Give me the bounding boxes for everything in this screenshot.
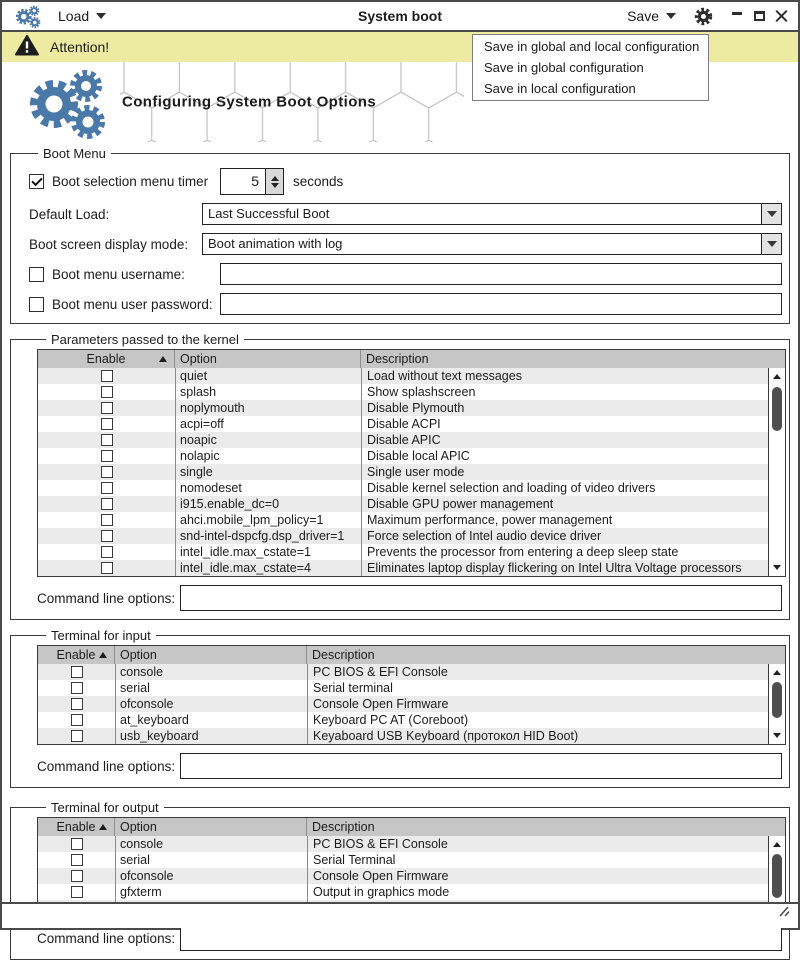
boot-menu-legend: Boot Menu	[43, 146, 106, 161]
terminal-input-table	[37, 645, 786, 745]
row-description: Console Open Firmware	[307, 696, 785, 712]
row-enable-checkbox[interactable]	[71, 730, 83, 742]
row-description: Single user mode	[361, 464, 785, 480]
cmdline-label: Command line options:	[37, 758, 176, 774]
row-option: single	[175, 464, 361, 480]
display-mode-value: Boot animation with log	[208, 236, 343, 251]
window-title: System boot	[357, 8, 442, 24]
password-labelbox	[29, 297, 220, 312]
row-option: usb_keyboard	[115, 728, 307, 744]
terminal-input-section	[10, 628, 790, 788]
row-option: gfxterm	[115, 884, 307, 900]
enable-cell	[38, 464, 175, 480]
menu-item-save-global-and-local[interactable]: Save in global and local configuration	[484, 39, 700, 54]
kernel-params-table	[37, 349, 786, 577]
row-enable-checkbox[interactable]	[71, 870, 83, 882]
table-row[interactable]	[38, 696, 785, 712]
row-description: Disable ACPI	[361, 416, 785, 432]
table-row[interactable]	[38, 448, 785, 464]
column-label: Enable	[86, 352, 126, 366]
row-option: nomodeset	[175, 480, 361, 496]
table-header	[38, 350, 785, 368]
dropdown-arrow-button[interactable]	[761, 234, 781, 254]
terminal-output-cmdline-input[interactable]	[180, 925, 782, 951]
kernel-cmdline-input[interactable]	[180, 585, 782, 611]
terminal-output-section	[10, 800, 790, 960]
table-header	[38, 646, 785, 664]
row-enable-checkbox[interactable]	[71, 838, 83, 850]
table-body	[38, 664, 785, 744]
row-enable-checkbox[interactable]	[71, 698, 83, 710]
row-description: Disable APIC	[361, 432, 785, 448]
column-header-option[interactable]: Option	[115, 646, 307, 664]
timer-value[interactable]: 5	[251, 173, 259, 189]
row-description: PC BIOS & EFI Console	[307, 664, 785, 680]
chevron-down-icon	[773, 565, 781, 570]
cmdline-row	[37, 753, 782, 779]
row-description: Force selection of Intel audio device driver	[361, 528, 785, 544]
table-body	[38, 368, 785, 576]
row-option: serial	[115, 680, 307, 696]
row-description: Maximum performance, power management	[361, 512, 785, 528]
username-checkbox[interactable]	[29, 267, 44, 282]
column-header-description[interactable]: Description	[312, 648, 375, 662]
row-option: splash	[175, 384, 361, 400]
timer-row	[29, 168, 782, 195]
default-load-label: Default Load:	[29, 206, 110, 222]
kernel-params-section	[10, 332, 790, 620]
row-description: Serial terminal	[307, 680, 785, 696]
column-header-enable[interactable]	[38, 818, 115, 836]
table-row[interactable]	[38, 836, 785, 852]
password-row	[29, 293, 782, 315]
row-option: ofconsole	[115, 696, 307, 712]
table-row[interactable]	[38, 384, 785, 400]
save-menu-button[interactable]	[627, 8, 676, 24]
column-label: Enable	[56, 820, 96, 834]
row-enable-checkbox[interactable]	[101, 466, 113, 478]
row-description: Disable local APIC	[361, 448, 785, 464]
row-enable-checkbox[interactable]	[101, 562, 113, 574]
row-enable-checkbox[interactable]	[101, 434, 113, 446]
enable-cell	[38, 680, 115, 696]
enable-cell	[38, 384, 175, 400]
username-label: Boot menu username:	[52, 266, 185, 282]
row-description: Keyaboard USB Keyboard (протокол HID Boot)	[307, 728, 785, 744]
row-enable-checkbox[interactable]	[71, 714, 83, 726]
row-description: Console Open Firmware	[307, 868, 785, 884]
timer-labelbox	[29, 174, 220, 189]
row-description: Prevents the processor from entering a deep sleep state	[361, 544, 785, 560]
display-mode-row	[29, 233, 782, 255]
scroll-down-button[interactable]	[769, 560, 785, 575]
column-header-option[interactable]: Option	[115, 818, 307, 836]
menu-item-save-local[interactable]: Save in local configuration	[484, 81, 636, 96]
enable-cell	[38, 528, 175, 544]
enable-cell	[38, 560, 175, 576]
cmdline-row	[37, 925, 782, 951]
row-description: Keyboard PC AT (Coreboot)	[307, 712, 785, 728]
row-enable-checkbox[interactable]	[101, 482, 113, 494]
default-load-value: Last Successful Boot	[208, 206, 330, 221]
table-row[interactable]	[38, 712, 785, 728]
row-enable-checkbox[interactable]	[101, 530, 113, 542]
app-gears-icon	[12, 4, 42, 28]
row-enable-checkbox[interactable]	[101, 498, 113, 510]
table-row[interactable]	[38, 528, 785, 544]
row-description: Show splashscreen	[361, 384, 785, 400]
status-bar	[2, 902, 798, 928]
scrollbar-thumb[interactable]	[772, 854, 782, 898]
scrollbar-thumb[interactable]	[772, 682, 782, 718]
table-row[interactable]	[38, 416, 785, 432]
row-enable-checkbox[interactable]	[71, 682, 83, 694]
scroll-down-button[interactable]	[769, 728, 785, 743]
titlebar	[2, 2, 798, 32]
password-input[interactable]	[220, 293, 782, 315]
close-button[interactable]	[775, 10, 788, 23]
row-option: acpi=off	[175, 416, 361, 432]
chevron-up-icon	[773, 670, 781, 675]
username-labelbox	[29, 267, 220, 282]
table-row[interactable]	[38, 560, 785, 576]
save-menu-label: Save	[627, 8, 659, 24]
titlebar-right	[627, 7, 788, 26]
row-enable-checkbox[interactable]	[101, 418, 113, 430]
row-option: nolapic	[175, 448, 361, 464]
terminal-input-cmdline-input[interactable]	[180, 753, 782, 779]
row-enable-checkbox[interactable]	[101, 514, 113, 526]
table-row[interactable]	[38, 728, 785, 744]
load-menu-button[interactable]	[58, 8, 106, 24]
row-description: Load without text messages	[361, 368, 785, 384]
menu-item-save-global[interactable]: Save in global configuration	[484, 60, 644, 75]
row-option: at_keyboard	[115, 712, 307, 728]
row-option: console	[115, 836, 307, 852]
attention-label: Attention!	[50, 39, 110, 55]
enable-cell	[38, 852, 115, 868]
table-row[interactable]	[38, 884, 785, 900]
table-row[interactable]	[38, 400, 785, 416]
vertical-scrollbar[interactable]	[768, 368, 785, 576]
warning-triangle-icon	[15, 35, 39, 59]
row-enable-checkbox[interactable]	[101, 450, 113, 462]
row-option: snd-intel-dspcfg.dsp_driver=1	[175, 528, 361, 544]
row-enable-checkbox[interactable]	[101, 402, 113, 414]
minimize-button[interactable]	[731, 10, 744, 23]
sort-ascending-icon	[159, 356, 167, 362]
chevron-down-icon	[666, 13, 676, 19]
row-option: noplymouth	[175, 400, 361, 416]
enable-cell	[38, 664, 115, 680]
cmdline-label: Command line options:	[37, 930, 176, 946]
row-enable-checkbox[interactable]	[101, 386, 113, 398]
enable-cell	[38, 728, 115, 744]
table-row[interactable]	[38, 496, 785, 512]
password-label: Boot menu user password:	[52, 296, 213, 312]
vertical-scrollbar[interactable]	[768, 664, 785, 744]
enable-cell	[38, 400, 175, 416]
table-row[interactable]	[38, 512, 785, 528]
row-description: Disable kernel selection and loading of video drivers	[361, 480, 785, 496]
username-row	[29, 263, 782, 285]
timer-unit-label: seconds	[293, 174, 344, 189]
window-controls	[731, 10, 788, 23]
row-description: Serial Terminal	[307, 852, 785, 868]
enable-cell	[38, 368, 175, 384]
table-row[interactable]	[38, 368, 785, 384]
chevron-up-icon	[773, 842, 781, 847]
scroll-up-button[interactable]	[769, 369, 785, 384]
table-row[interactable]	[38, 464, 785, 480]
resize-grip-icon[interactable]	[776, 904, 792, 923]
row-description: Disable GPU power management	[361, 496, 785, 512]
cmdline-row	[37, 585, 782, 611]
enable-cell	[38, 868, 115, 884]
save-dropdown-menu	[472, 34, 709, 101]
kernel-params-legend: Parameters passed to the kernel	[51, 332, 239, 347]
table-row[interactable]	[38, 680, 785, 696]
display-mode-select[interactable]	[202, 233, 782, 255]
spin-down-icon[interactable]	[271, 183, 279, 188]
scrollbar-thumb[interactable]	[772, 387, 782, 431]
main-content	[2, 142, 798, 960]
timer-label: Boot selection menu timer	[52, 174, 209, 189]
timer-spinner	[220, 168, 284, 195]
enable-cell	[38, 544, 175, 560]
row-enable-checkbox[interactable]	[71, 854, 83, 866]
row-enable-checkbox[interactable]	[101, 370, 113, 382]
dropdown-arrow-button[interactable]	[761, 204, 781, 224]
chevron-down-icon	[767, 211, 777, 217]
default-load-select[interactable]	[202, 203, 782, 225]
row-option: intel_idle.max_cstate=1	[175, 544, 361, 560]
terminal-input-legend: Terminal for input	[51, 628, 151, 643]
row-option: noapic	[175, 432, 361, 448]
enable-cell	[38, 496, 175, 512]
enable-cell	[38, 432, 175, 448]
maximize-button[interactable]	[753, 10, 766, 23]
row-option: serial	[115, 852, 307, 868]
row-option: quiet	[175, 368, 361, 384]
column-header-enable[interactable]	[38, 350, 175, 368]
chevron-down-icon	[96, 13, 106, 19]
row-option: i915.enable_dc=0	[175, 496, 361, 512]
password-checkbox[interactable]	[29, 297, 44, 312]
boot-timer-checkbox[interactable]	[29, 174, 44, 189]
row-option: console	[115, 664, 307, 680]
enable-cell	[38, 512, 175, 528]
row-option: intel_idle.max_cstate=4	[175, 560, 361, 576]
enable-cell	[38, 696, 115, 712]
row-description: Eliminates laptop display flickering on Intel Ultra Voltage processors	[361, 560, 785, 576]
table-row[interactable]	[38, 852, 785, 868]
load-menu-label: Load	[58, 8, 90, 24]
column-header-enable[interactable]	[38, 646, 115, 664]
enable-cell	[38, 416, 175, 432]
row-enable-checkbox[interactable]	[101, 546, 113, 558]
row-enable-checkbox[interactable]	[71, 886, 83, 898]
enable-cell	[38, 712, 115, 728]
table-row[interactable]	[38, 868, 785, 884]
table-row[interactable]	[38, 664, 785, 680]
chevron-down-icon	[773, 733, 781, 738]
boot-menu-section	[10, 146, 790, 324]
column-header-description[interactable]: Description	[366, 352, 429, 366]
spin-up-icon[interactable]	[271, 176, 279, 181]
row-description: Disable Plymouth	[361, 400, 785, 416]
settings-gear-icon[interactable]	[694, 7, 713, 26]
column-header-option[interactable]: Option	[175, 350, 361, 368]
scroll-up-button[interactable]	[769, 665, 785, 680]
sort-ascending-icon	[99, 824, 107, 830]
cmdline-label: Command line options:	[37, 590, 176, 606]
chevron-down-icon	[767, 241, 777, 247]
enable-cell	[38, 884, 115, 900]
sort-ascending-icon	[99, 652, 107, 658]
row-description: PC BIOS & EFI Console	[307, 836, 785, 852]
row-enable-checkbox[interactable]	[71, 666, 83, 678]
column-label: Enable	[56, 648, 96, 662]
table-row[interactable]	[38, 432, 785, 448]
row-option: ahci.mobile_lpm_policy=1	[175, 512, 361, 528]
display-mode-label: Boot screen display mode:	[29, 236, 189, 252]
enable-cell	[38, 480, 175, 496]
spinner-buttons[interactable]	[265, 169, 283, 194]
terminal-output-legend: Terminal for output	[51, 800, 159, 815]
enable-cell	[38, 448, 175, 464]
scroll-up-button[interactable]	[769, 837, 785, 852]
enable-cell	[38, 836, 115, 852]
banner-title: Configuring System Boot Options	[122, 93, 377, 111]
default-load-row	[29, 203, 782, 225]
table-row[interactable]	[38, 544, 785, 560]
table-row[interactable]	[38, 480, 785, 496]
username-input[interactable]	[220, 263, 782, 285]
gears-logo	[18, 66, 110, 143]
table-header	[38, 818, 785, 836]
row-description: Output in graphics mode	[307, 884, 785, 900]
column-header-description[interactable]: Description	[312, 820, 375, 834]
row-option: ofconsole	[115, 868, 307, 884]
chevron-up-icon	[773, 374, 781, 379]
